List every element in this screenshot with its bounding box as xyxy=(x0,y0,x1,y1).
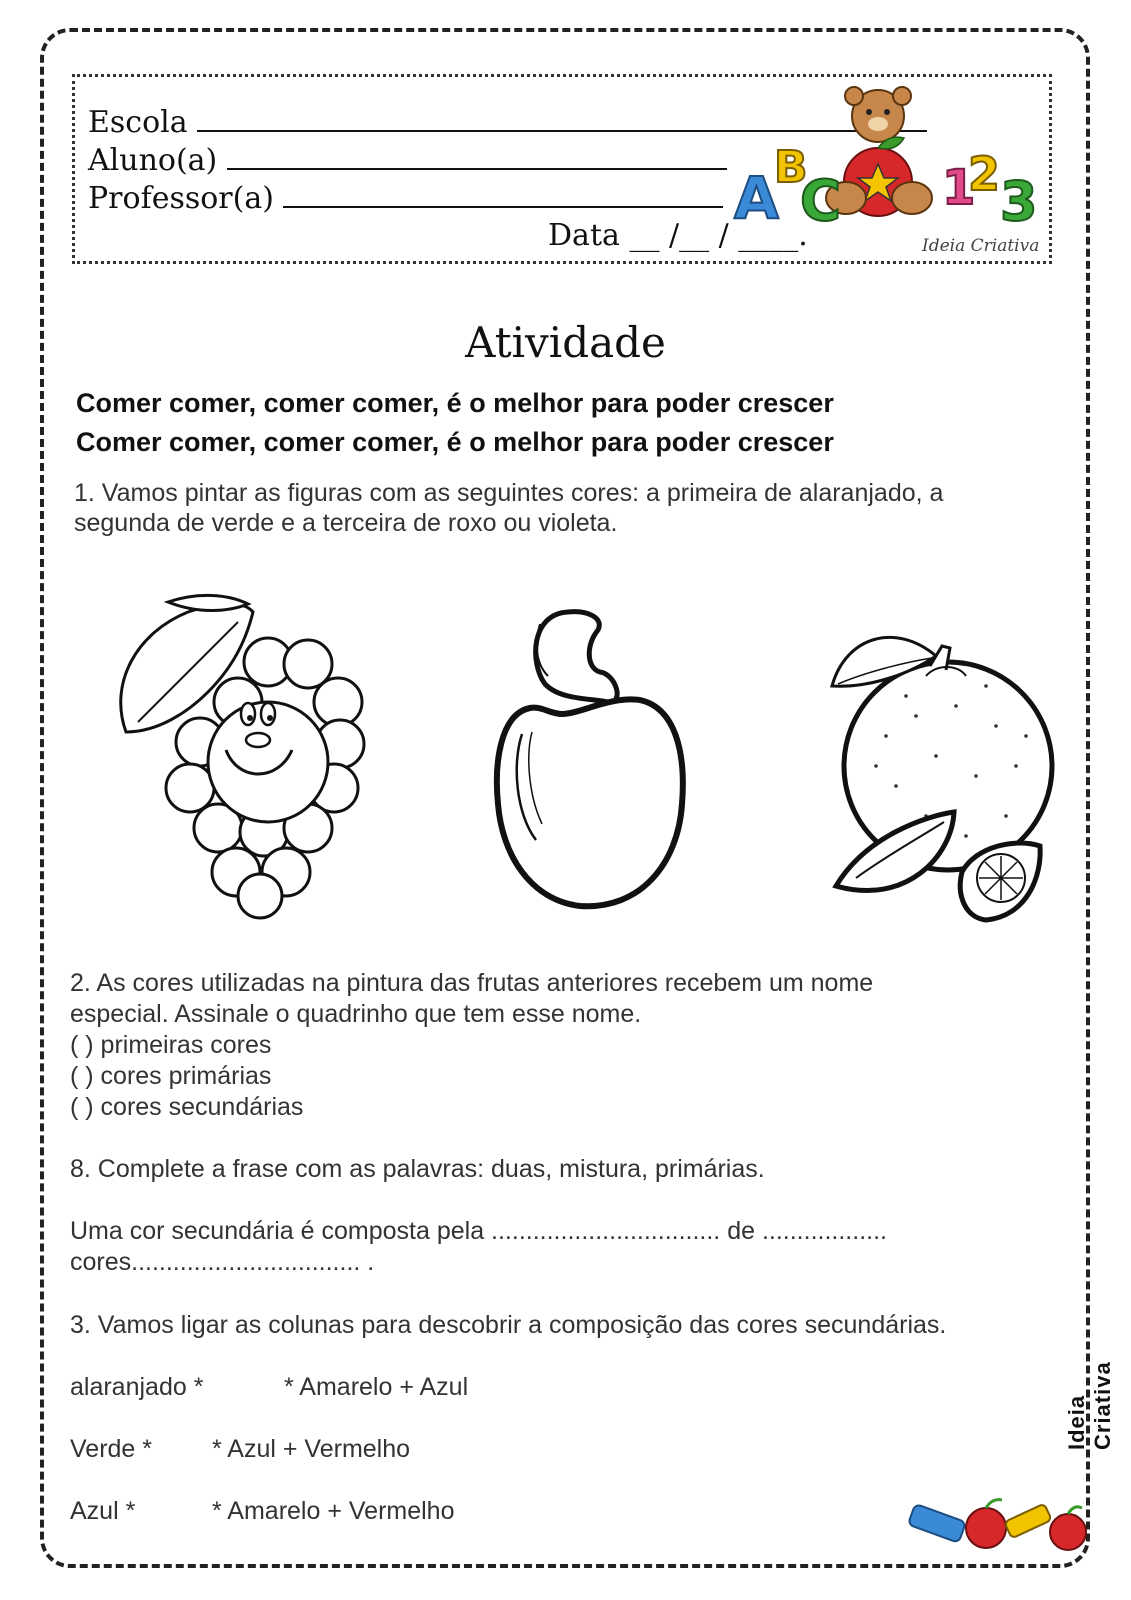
professor-label: Professor(a) xyxy=(88,181,274,216)
q3-left-1[interactable]: alaranjado * xyxy=(70,1373,204,1401)
aluno-label: Aluno(a) xyxy=(88,143,218,178)
q8-sentence-line-2[interactable]: cores................................. . xyxy=(70,1248,375,1276)
q3-right-3[interactable]: * Amarelo + Vermelho xyxy=(212,1497,455,1525)
page-title: Atividade xyxy=(465,318,666,367)
q3-right-1[interactable]: * Amarelo + Azul xyxy=(284,1373,469,1401)
q1-line-1: 1. Vamos pintar as figuras com as seguintes cores: a primeira de alaranjado, a xyxy=(74,479,944,507)
logo-caption: Ideia Criativa xyxy=(922,236,1040,256)
escola-label: Escola xyxy=(88,105,188,140)
aluno-line xyxy=(88,142,727,178)
grape-bunch-drawing[interactable] xyxy=(108,592,378,922)
aluno-field[interactable] xyxy=(227,142,727,170)
q2-line-1: 2. As cores utilizadas na pintura das frutas anteriores recebem um nome xyxy=(70,969,874,997)
q2-line-2: especial. Assinale o quadrinho que tem esse nome. xyxy=(70,1000,642,1028)
q8-sentence-line-1[interactable]: Uma cor secundária é composta pela ................................. de .................. xyxy=(70,1217,887,1245)
crayons-apples-decoration xyxy=(906,1490,1096,1560)
q2-option-2[interactable]: ( ) cores primárias xyxy=(70,1062,272,1090)
q3-right-2[interactable]: * Azul + Vermelho xyxy=(212,1435,411,1463)
q3-left-2[interactable]: Verde * xyxy=(70,1435,153,1463)
svg-text:B: B xyxy=(774,142,808,193)
orange-drawing[interactable] xyxy=(826,616,1056,936)
svg-text:2: 2 xyxy=(968,147,1001,201)
svg-text:C: C xyxy=(800,169,842,234)
data-blanks[interactable]: __ /__ / ____. xyxy=(629,218,808,253)
side-brand: Ideia Criativa xyxy=(1064,1361,1115,1450)
svg-text:3: 3 xyxy=(1000,170,1038,233)
cashew-drawing[interactable] xyxy=(490,604,690,914)
professor-field[interactable] xyxy=(283,180,723,208)
q3-prompt: 3. Vamos ligar as colunas para descobrir a composição das cores secundárias. xyxy=(70,1311,947,1339)
chant-line-2: Comer comer, comer comer, é o melhor para poder crescer xyxy=(76,427,834,457)
svg-text:1: 1 xyxy=(942,160,976,216)
q2-option-1[interactable]: ( ) primeiras cores xyxy=(70,1031,272,1059)
q3-left-3[interactable]: Azul * xyxy=(70,1497,136,1525)
q8-prompt: 8. Complete a frase com as palavras: duas, mistura, primárias. xyxy=(70,1155,765,1183)
bear-abc-logo xyxy=(728,86,1044,236)
data-label: Data xyxy=(548,218,620,253)
q2-option-3[interactable]: ( ) cores secundárias xyxy=(70,1093,304,1121)
svg-text:A: A xyxy=(734,164,779,232)
chant-line-1: Comer comer, comer comer, é o melhor para poder crescer xyxy=(76,388,834,418)
q1-line-2: segunda de verde e a terceira de roxo ou violeta. xyxy=(74,509,618,537)
professor-line xyxy=(88,180,723,216)
